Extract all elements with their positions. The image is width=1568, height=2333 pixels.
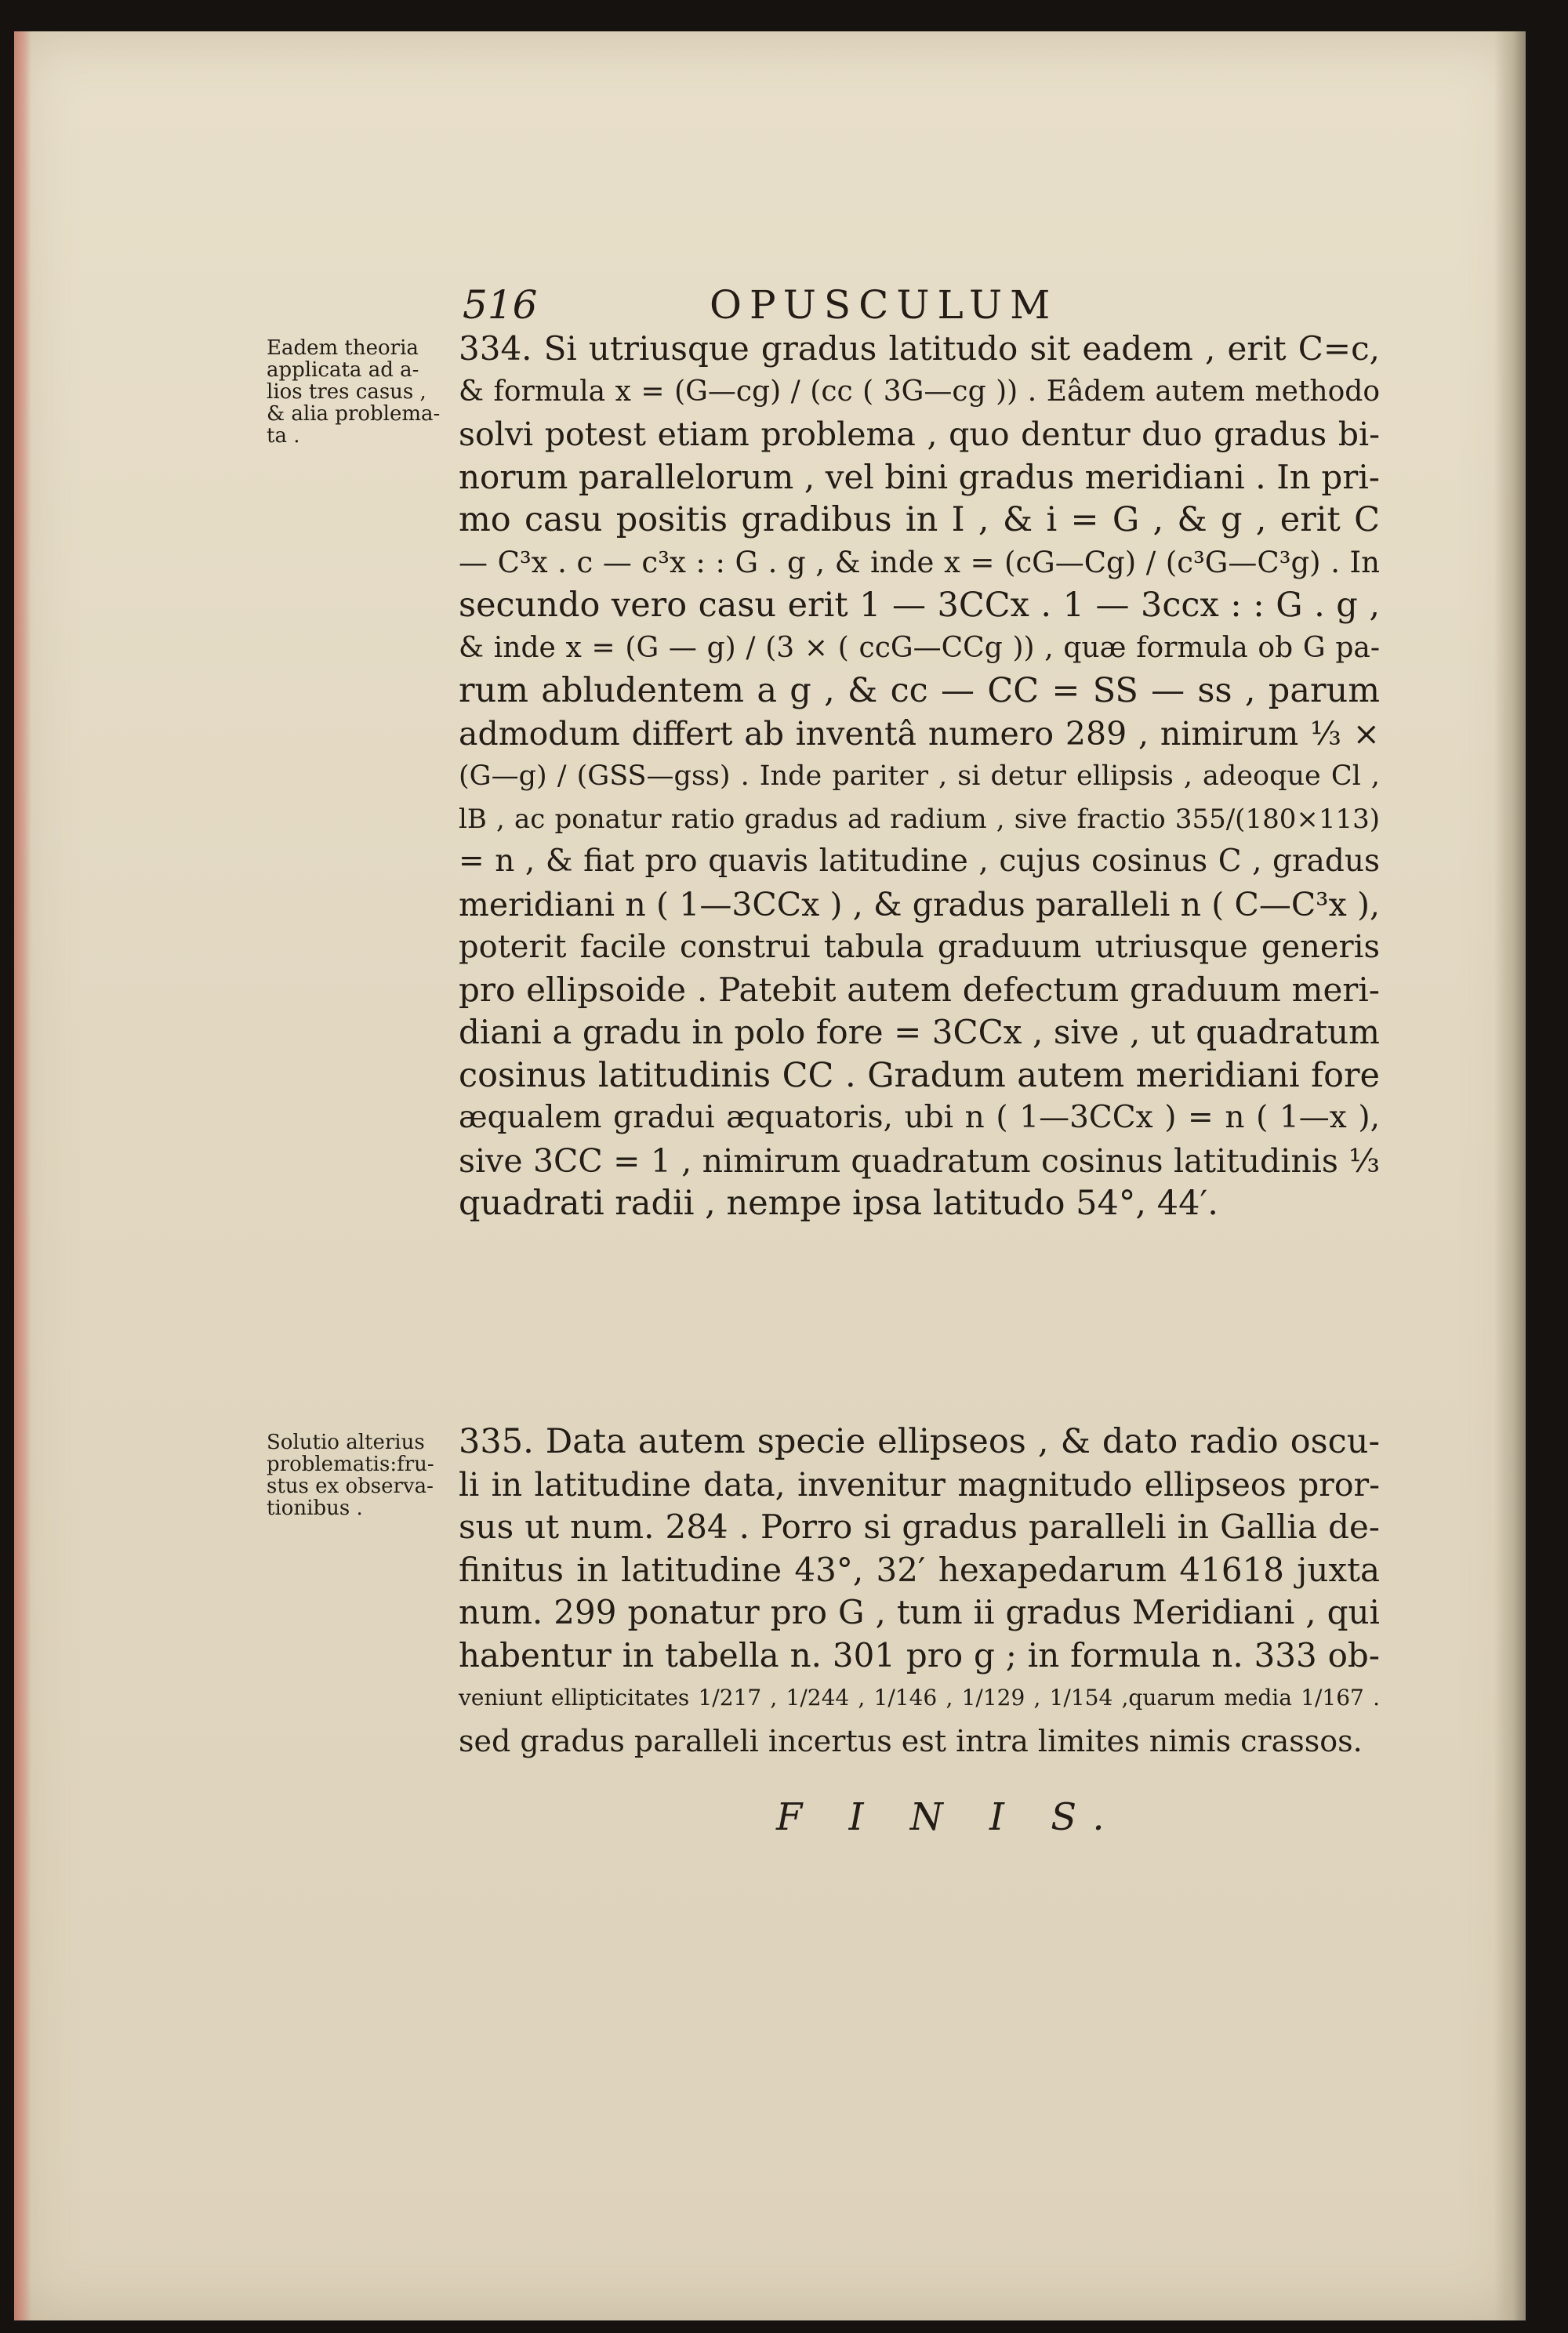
- text-line: li in latitudine data, invenitur magnitudo ellipseos pror-: [459, 1465, 1380, 1504]
- paragraph-334: [459, 328, 1380, 1225]
- text-line: pro ellipsoide . Patebit autem defectum graduum meri-: [459, 970, 1380, 1009]
- margin-note-2: Solutio alterius problematis:fru- stus ex observa- tionibus .: [267, 1431, 434, 1520]
- text-line: & inde x = (G — g) / (3 × ( ccG—CCg )) , quæ formula ob G pa-: [459, 631, 1380, 664]
- text-line: admodum differt ab inventâ numero 289 , nimirum ⅓ ×: [459, 714, 1380, 753]
- text-line: solvi potest etiam problema , quo dentur duo gradus bi-: [459, 415, 1380, 453]
- text-line: sus ut num. 284 . Porro si gradus paralleli in Gallia de-: [459, 1508, 1380, 1546]
- text-line: meridiani n ( 1—3CCx ) , & gradus paralleli n ( C—C³x ),: [459, 885, 1380, 923]
- margin-note-1: Eadem theoria applicata ad a- lios tres casus , & alia problema- ta .: [267, 336, 441, 448]
- text-line: cosinus latitudinis CC . Gradum autem meridiani fore: [459, 1055, 1380, 1095]
- text-line: diani a gradu in polo fore = 3CCx , sive , ut quadratum: [459, 1013, 1380, 1051]
- text-line: lB , ac ponatur ratio gradus ad radium , sive fractio 355/(180×113): [459, 803, 1380, 835]
- text-line: mo casu positis gradibus in I , & i = G , & g , erit C: [459, 500, 1380, 539]
- text-line: rum abludentem a g , & cc — CC = SS — ss , parum: [459, 671, 1380, 710]
- page-edge-left: [14, 31, 31, 2320]
- text-line: veniunt ellipticitates 1/217 , 1/244 , 1/146 , 1/129 , 1/154 ,quarum media 1/167 .: [459, 1685, 1380, 1711]
- page-edge-right: [1494, 31, 1526, 2320]
- text-line: poterit facile construi tabula graduum utriusque generis: [459, 929, 1380, 965]
- text-line: = n , & fiat pro quavis latitudine , cujus cosinus C , gradus: [459, 844, 1380, 879]
- text-line: num. 299 ponatur pro G , tum ii gradus Meridiani , qui: [459, 1593, 1380, 1631]
- running-title: OPUSCULUM: [710, 282, 1058, 328]
- text-line: habentur in tabella n. 301 pro g ; in formula n. 333 ob-: [459, 1635, 1380, 1674]
- text-line: sed gradus paralleli incertus est intra limites nimis crassos.: [459, 1723, 1363, 1758]
- paragraph-335: [459, 1420, 1380, 1762]
- text-line: — C³x . c — c³x : : G . g , & inde x = (cG—Cg) / (c³G—C³g) . In: [459, 545, 1380, 579]
- page-number: 516: [463, 282, 538, 328]
- text-line: (G—g) / (GSS—gss) . Inde pariter , si detur ellipsis , adeoque Cl ,: [459, 760, 1380, 792]
- text-line: 335. Data autem specie ellipseos , & dato radio oscu-: [459, 1422, 1380, 1461]
- text-line: æqualem gradui æquatoris, ubi n ( 1—3CCx ) = n ( 1—x ),: [459, 1100, 1380, 1135]
- text-line: finitus in latitudine 43°, 32′ hexapedarum 41618 juxta: [459, 1550, 1380, 1589]
- text-line: secundo vero casu erit 1 — 3CCx . 1 — 3ccx : : G . g ,: [459, 586, 1380, 625]
- text-line: & formula x = (G—cg) / (cc ( 3G—cg )) . Eâdem autem methodo: [459, 375, 1380, 408]
- text-line: quadrati radii , nempe ipsa latitudo 54°, 44′.: [459, 1184, 1218, 1223]
- text-line: sive 3CC = 1 , nimirum quadratum cosinus latitudinis ⅓: [459, 1141, 1380, 1180]
- text-line: 334. Si utriusque gradus latitudo sit eadem , erit C=c,: [459, 329, 1380, 368]
- text-line: norum parallelorum , vel bini gradus meridiani . In pri-: [459, 457, 1380, 496]
- finis: F I N I S.: [776, 1795, 1122, 1839]
